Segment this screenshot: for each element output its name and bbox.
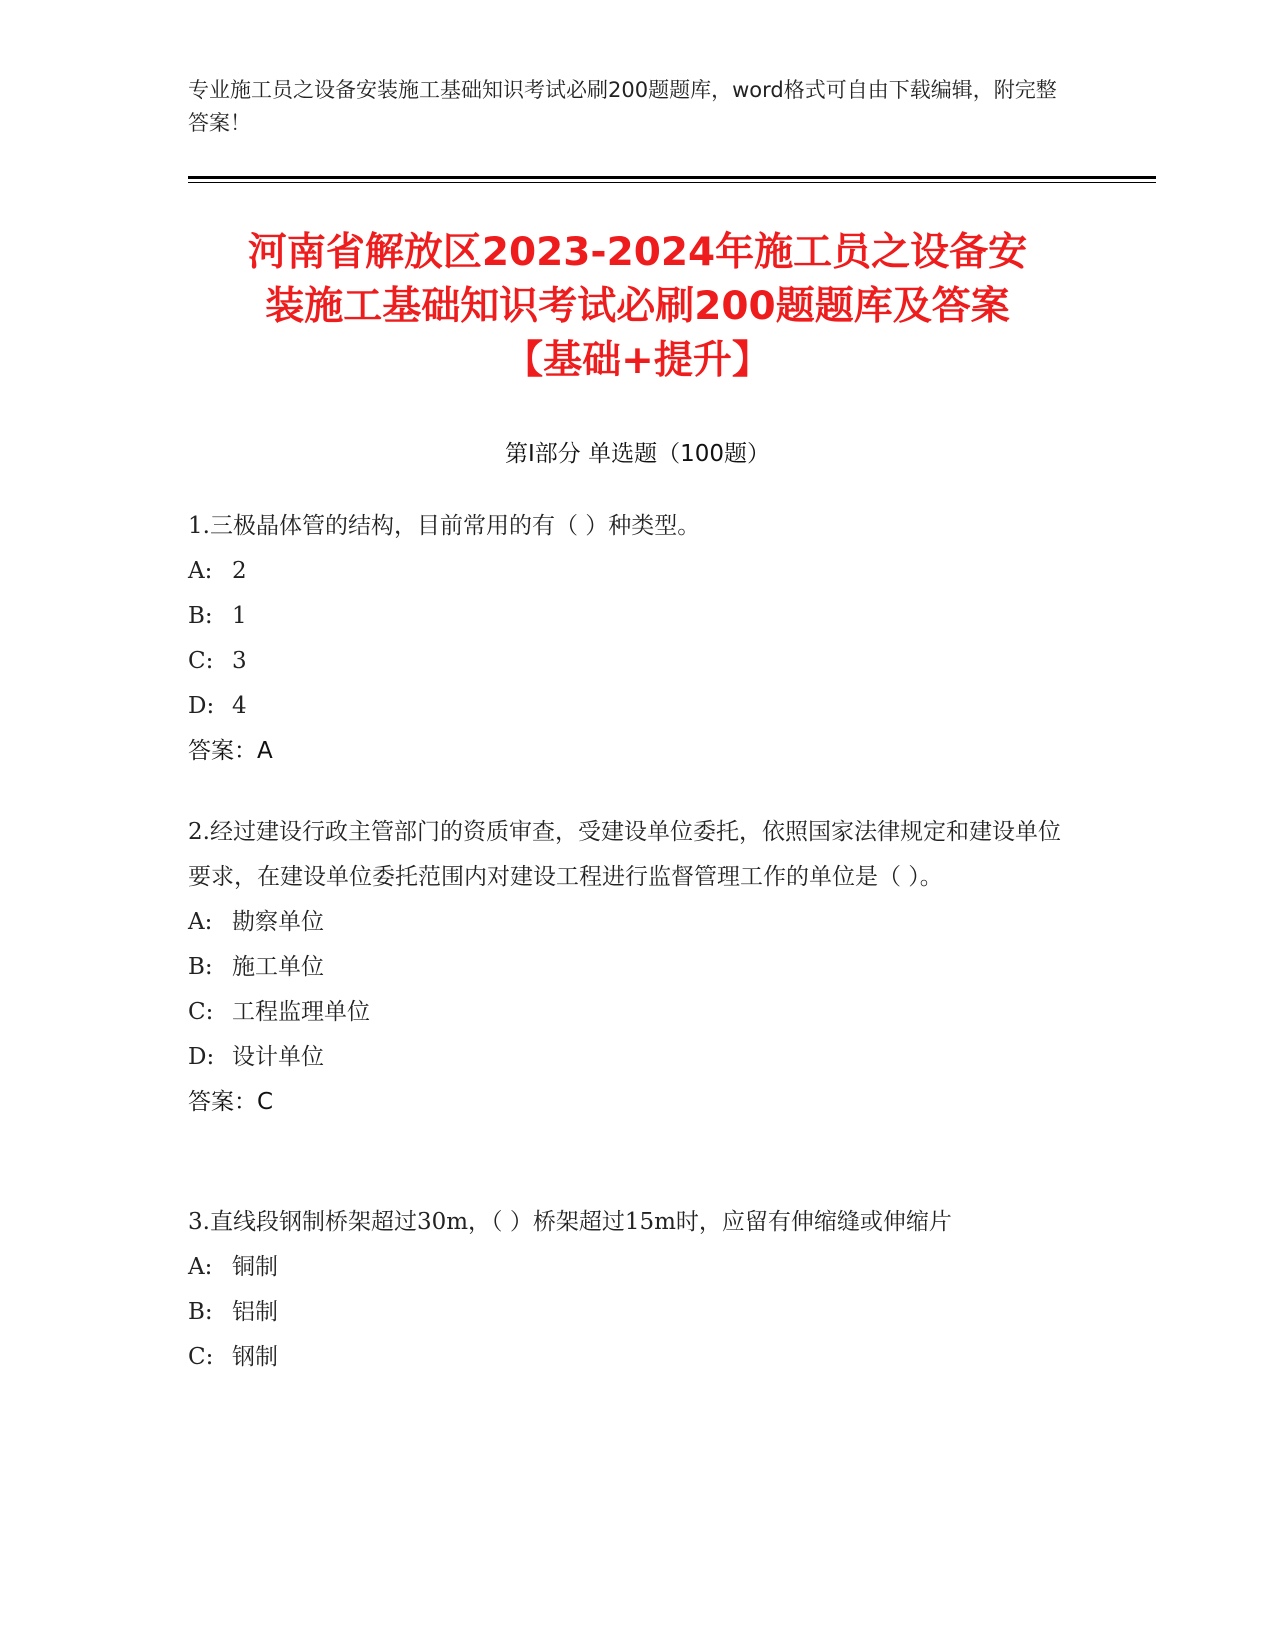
option-text: 勘察单位 (232, 909, 324, 935)
option-d (188, 684, 1068, 729)
section-heading: 第Ⅰ部分 单选题（100题） (505, 441, 770, 467)
option-letter: B: (188, 603, 213, 629)
option-letter: A: (188, 1254, 213, 1280)
option-text: 铜制 (232, 1254, 278, 1280)
option-text: 3 (232, 648, 247, 674)
option-a (188, 900, 1068, 945)
question-stem: 1.三极晶体管的结构，目前常用的有（ ）种类型。 (188, 513, 701, 539)
option-a (188, 549, 1068, 594)
option-c (188, 1335, 1068, 1380)
option-letter: A: (188, 558, 213, 584)
option-letter: D: (188, 1044, 215, 1070)
option-text: 2 (232, 558, 247, 584)
question-stem: 2.经过建设行政主管部门的资质审查，受建设单位委托，依照国家法律规定和建设单位要求，在建设单位委托范围内对建设工程进行监督管理工作的单位是（ ）。 (188, 819, 1061, 890)
option-b (188, 945, 1068, 990)
option-a (188, 1245, 1068, 1290)
question-2 (188, 810, 1068, 1125)
answer: 答案：A (188, 738, 273, 764)
question-3 (188, 1200, 1068, 1380)
option-text: 施工单位 (232, 954, 324, 980)
question-stem: 3.直线段钢制桥架超过30m，（ ）桥架超过15m时，应留有伸缩缝或伸缩片 (188, 1209, 952, 1235)
option-letter: C: (188, 1344, 214, 1370)
option-text: 钢制 (232, 1344, 278, 1370)
option-letter: C: (188, 999, 214, 1025)
option-letter: B: (188, 1299, 213, 1325)
title-line-3: 【基础+提升】 (504, 338, 771, 383)
title-line-1: 河南省解放区2023-2024年施工员之设备安 (247, 230, 1028, 275)
option-text: 4 (232, 693, 247, 719)
option-d (188, 1035, 1068, 1080)
option-letter: B: (188, 954, 213, 980)
option-c (188, 639, 1068, 684)
question-1 (188, 504, 1068, 774)
option-text: 铝制 (232, 1299, 278, 1325)
document-title (160, 226, 1115, 388)
option-b (188, 594, 1068, 639)
header-rule-thick (188, 176, 1156, 179)
option-b (188, 1290, 1068, 1335)
option-letter: C: (188, 648, 214, 674)
title-line-2: 装施工基础知识考试必刷200题题库及答案 (265, 284, 1010, 329)
option-text: 工程监理单位 (232, 999, 370, 1025)
header-note: 专业施工员之设备安装施工基础知识考试必刷200题题库，word格式可自由下载编辑，附完整答案！ (188, 78, 1057, 135)
answer: 答案：C (188, 1089, 274, 1115)
option-text: 1 (232, 603, 247, 629)
header-rule-thin (188, 182, 1156, 183)
option-c (188, 990, 1068, 1035)
option-text: 设计单位 (232, 1044, 324, 1070)
option-letter: A: (188, 909, 213, 935)
option-letter: D: (188, 693, 215, 719)
